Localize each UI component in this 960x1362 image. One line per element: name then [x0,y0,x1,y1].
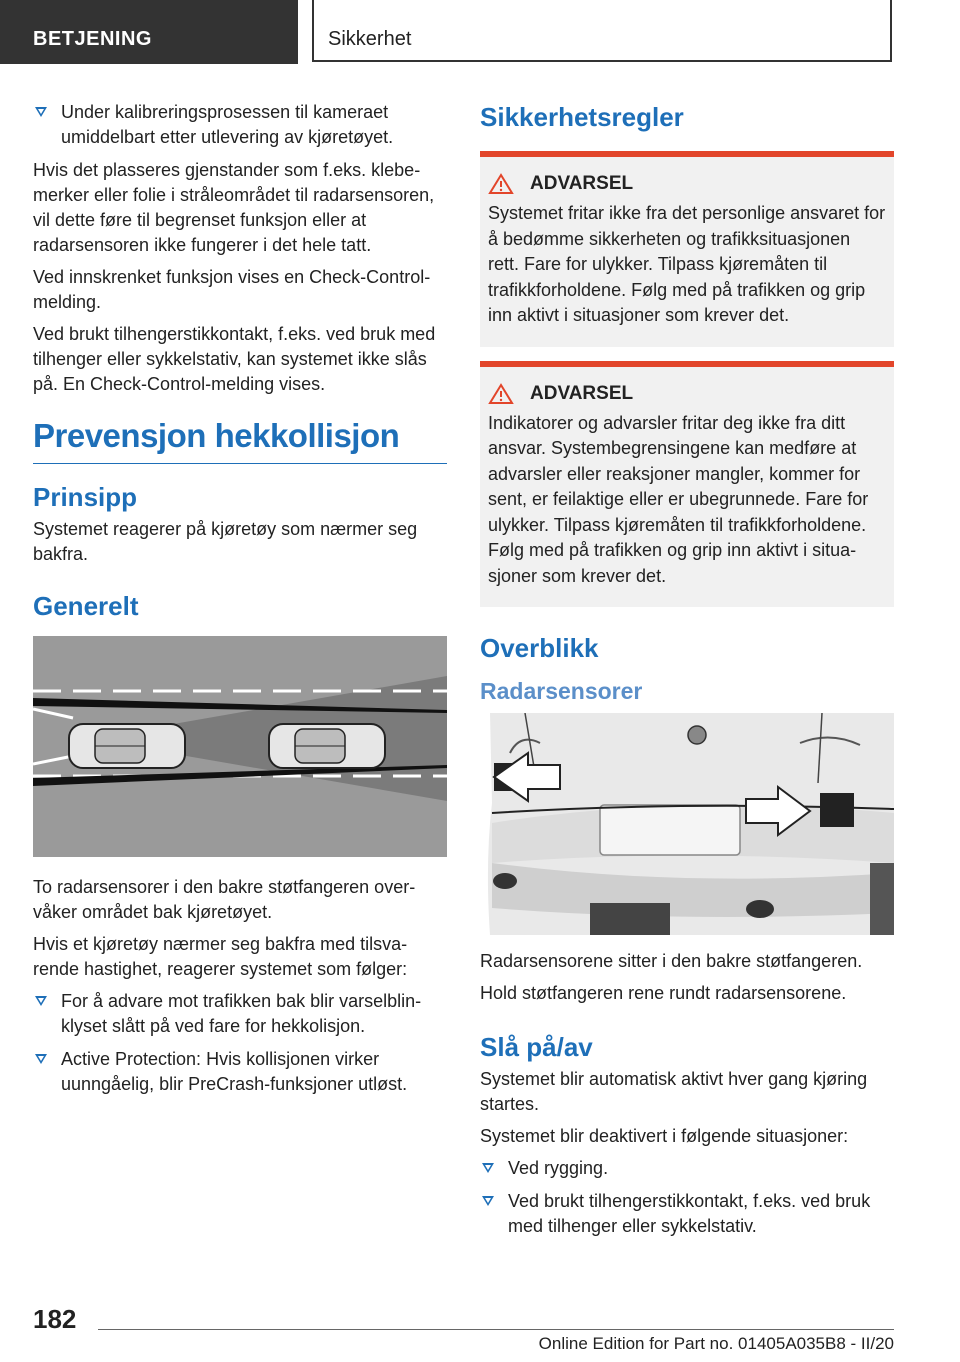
list-item [480,1189,894,1239]
header-chapter-tab [312,0,892,62]
list-item-text: Active Protection: Hvis kollisjonen virker uunngåelig, blir PreCrash-funksjoner utløst. [61,1049,408,1094]
list-item-text: Under kalibreringsprosessen til kameraet umiddelbart etter utlevering av kjøretøyet. [61,102,394,147]
list-item-text: Ved rygging. [508,1158,609,1178]
car-rear-icon [69,724,185,768]
triangle-bullet-icon [35,107,47,117]
warning-triangle-icon [488,173,514,195]
overview-heading: Overblikk [480,633,599,663]
list-item-text: For å advare mot trafikken bak blir varselblinklyset slått på ved fare for hekkolisjon. [61,991,422,1036]
page-number: 182 [33,1304,77,1334]
footer-edition: Online Edition for Part no. 01405A035B8 - II/20 [538,1334,894,1353]
paragraph: Radarsensorene sitter i den bakre støtfangeren. [480,951,863,971]
rear-collision-diagram [33,636,447,857]
paragraph: Hvis det plasseres gjenstander som f.eks. klebemerker eller folie i stråleområdet til radarsensoren, vil dette føre til begrenset funksjon eller at radarsensoren ikke fungerer i det hele tatt. [33,160,435,255]
header-chapter-label: Sikkerhet [328,28,412,50]
warning-triangle-icon [488,383,514,405]
safety-heading: Sikkerhetsregler [480,102,684,132]
warning-title: ADVARSEL [530,382,634,404]
paragraph: Ved brukt tilhengerstikkontakt, f.eks. ved bruk med tilhenger eller sykkelstativ, kan systemet ikke slås på. En Check-Control-melding vises. [33,324,436,394]
onoff-heading: Slå på/av [480,1032,593,1062]
triangle-bullet-icon [35,996,47,1006]
brand-logo-icon [688,726,706,744]
section-title: Prevensjon hekkollisjon [33,417,447,464]
footer-divider [98,1329,894,1330]
list-item [33,1047,447,1097]
warning-box [480,151,894,347]
paragraph: Systemet blir deaktivert i følgende situasjoner: [480,1126,849,1146]
paragraph: Systemet blir automatisk aktivt hver gang kjøring startes. [480,1069,868,1114]
radar-heading: Radarsensorer [480,678,643,704]
paragraph: Ved innskrenket funksjon vises en Check-Control-melding. [33,267,431,312]
list-item [33,989,447,1039]
warning-text: Systemet fritar ikke fra det personlige ansvaret for å bedømme sikkerheten og trafikksituasjonen rett. Fare for ulykker. Tilpass kjøremåten til trafikkforholdene. Følg med på trafikken og grip inn aktivt i situasjoner som krever det. [488,203,886,325]
paragraph: To radarsensorer i den bakre støtfangeren overvåker området bak kjøretøyet. [33,877,416,922]
triangle-bullet-icon [482,1163,494,1173]
list-item [480,1156,894,1181]
header-section-label: BETJENING [33,28,152,50]
warning-box [480,361,894,608]
radar-sensor-photo [480,713,894,935]
warning-text: Indikatorer og advarsler fritar deg ikke fra ditt ansvar. Systembegrensingene kan medføre at advarsler eller reaksjoner mangler, kommer for sent, er feilaktige eller er ubegrunnede. Fare for ulykker. Tilpass kjøremåten til trafikkforholdene. Følg med på trafikken og grip inn aktivt i situasjoner som krever det. [488,412,869,586]
triangle-bullet-icon [35,1054,47,1064]
paragraph: Hvis et kjøretøy nærmer seg bakfra med tilsvarende hastighet, reagerer systemet som følger: [33,934,408,979]
principle-heading: Prinsipp [33,482,138,512]
list-item-text: Ved brukt tilhengerstikkontakt, f.eks. ved bruk med tilhenger eller sykkelstativ. [508,1191,871,1236]
right-column [480,100,894,1247]
triangle-bullet-icon [482,1196,494,1206]
list-item [33,100,447,150]
header-section-tab [0,0,298,64]
left-column [33,100,447,1105]
general-heading: Generelt [33,591,139,621]
paragraph: Systemet reagerer på kjøretøy som nærmer seg bakfra. [33,519,418,564]
paragraph: Hold støtfangeren rene rundt radarsensorene. [480,983,847,1003]
warning-title: ADVARSEL [530,173,634,194]
car-approaching-icon [269,724,385,768]
